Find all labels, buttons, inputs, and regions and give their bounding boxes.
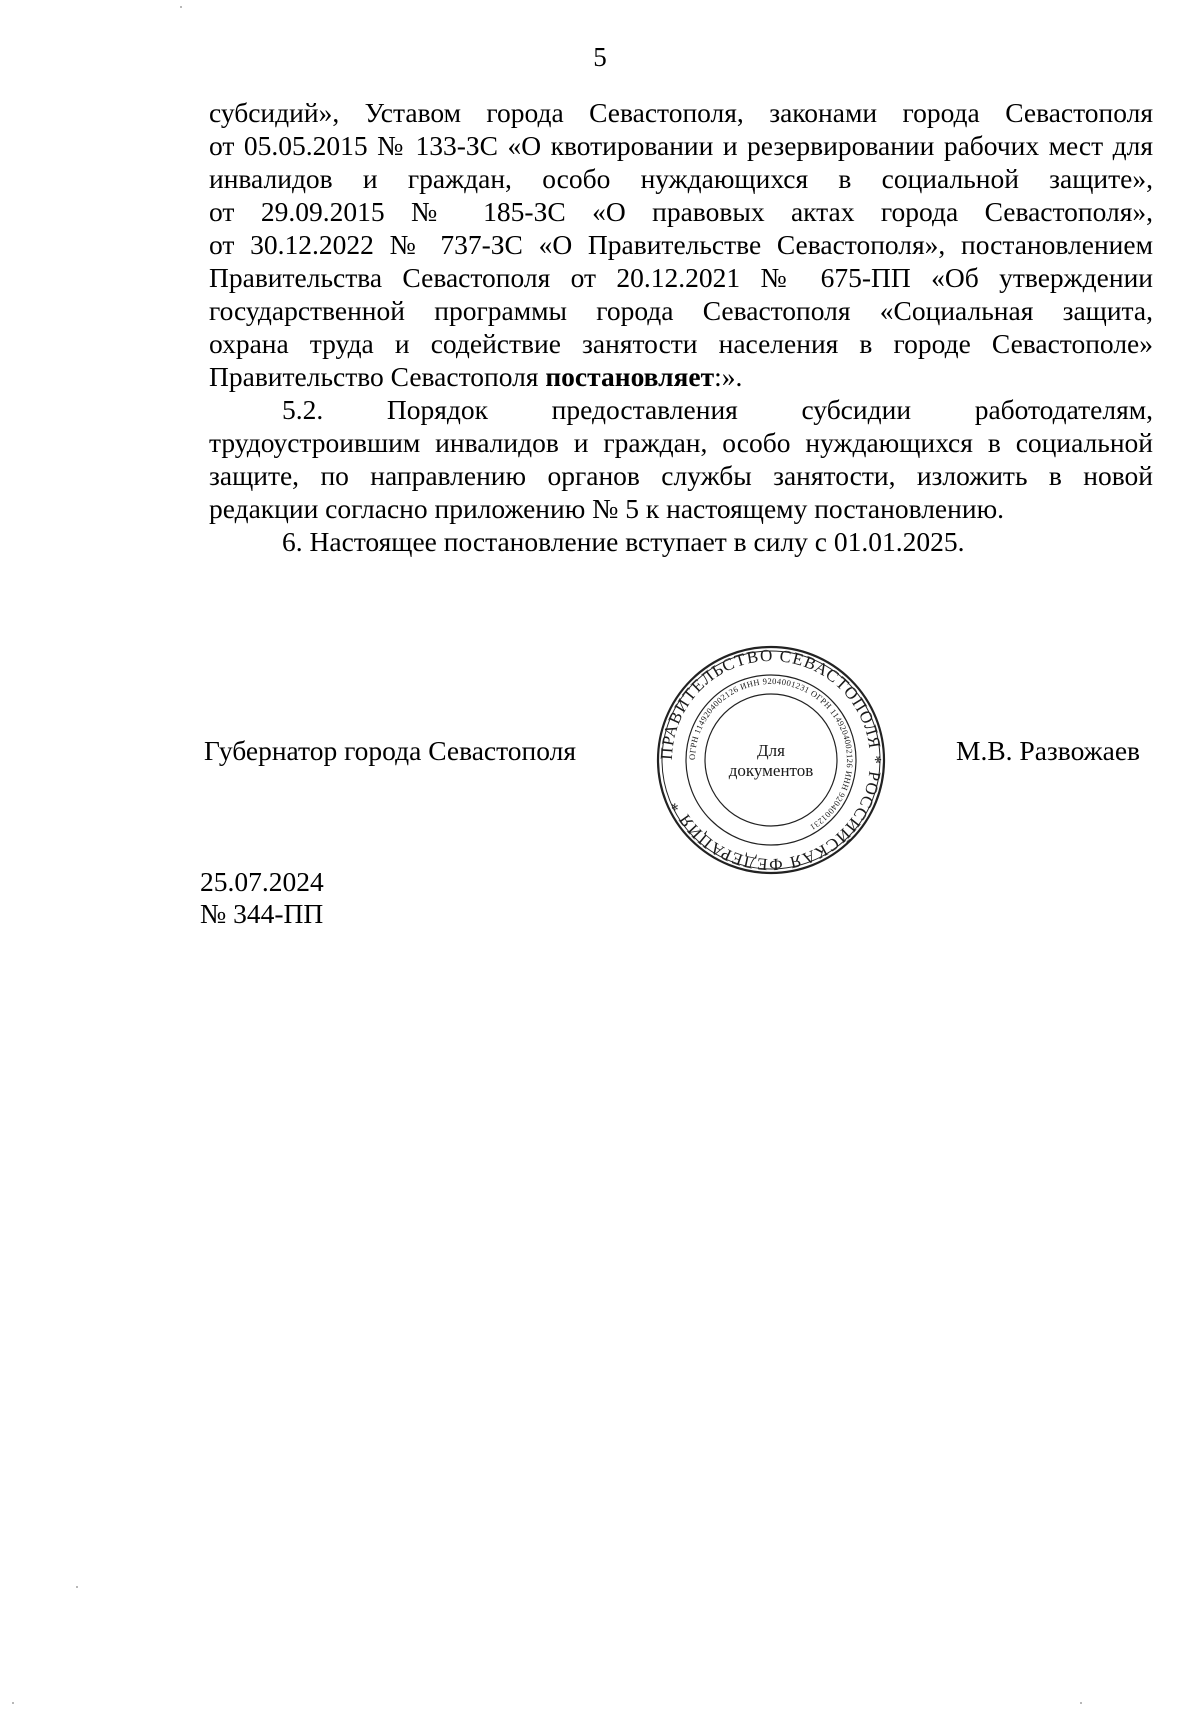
body-line: 5.2. Порядок предоставления субсидии работодателям,: [282, 394, 1153, 425]
document-number: № 344-ПП: [200, 898, 324, 929]
seal-center-line-2: документов: [728, 761, 814, 780]
document-date: 25.07.2024: [200, 866, 324, 897]
body-line: 6. Настоящее постановление вступает в силу с 01.01.2025.: [282, 526, 965, 557]
official-seal: [655, 644, 887, 876]
body-line: инвалидов и граждан, особо нуждающихся в социальной защите»,: [209, 163, 1153, 194]
document-requisites: [200, 866, 324, 930]
body-line: Правительства Севастополя от 20.12.2021 № 675-ПП «Об утверждении: [209, 262, 1153, 293]
body-line: защите, по направлению органов службы занятости, изложить в новой: [209, 460, 1153, 491]
body-line: редакции согласно приложению № 5 к настоящему постановлению.: [209, 493, 1004, 524]
body-line: государственной программы города Севастополя «Социальная защита,: [209, 295, 1153, 326]
body-line: от 30.12.2022 № 737-ЗС «О Правительстве Севастополя», постановлением: [209, 229, 1153, 260]
scan-artifact: [1080, 1702, 1082, 1704]
signatory-name: М.В. Развожаев: [956, 735, 1141, 766]
signatory-title: Губернатор города Севастополя: [204, 735, 576, 766]
page-number: 5: [593, 42, 607, 72]
resolution-keyword: постановляет: [545, 361, 715, 392]
scan-artifact: [12, 1702, 14, 1704]
body-line: субсидий», Уставом города Севастополя, законами города Севастополя: [209, 97, 1153, 128]
body-line-resolution: [209, 360, 1153, 393]
scan-artifact: [76, 1586, 78, 1588]
scan-artifact: [180, 6, 182, 8]
body-line: от 05.05.2015 № 133-ЗС «О квотировании и резервировании рабочих мест для: [209, 130, 1153, 161]
body-line: трудоустроившим инвалидов и граждан, особо нуждающихся в социальной: [209, 427, 1153, 458]
document-body: [209, 96, 1153, 558]
seal-outer-text: ПРАВИТЕЛЬСТВО СЕВАСТОПОЛЯ * РОССИЙСКАЯ ФЕДЕРАЦИЯ *: [656, 645, 886, 875]
resolution-prefix: Правительство Севастополя: [209, 361, 546, 392]
seal-inner-text: ОГРН 1149204002126 ИНН 9204001231 ОГРН 1149204002126 ИНН 9204001231: [686, 675, 856, 833]
body-line: охрана труда и содействие занятости населения в городе Севастополе»: [209, 328, 1153, 359]
resolution-suffix: :».: [714, 361, 743, 392]
seal-center-line-1: Для: [757, 741, 785, 760]
body-line: от 29.09.2015 № 185-ЗС «О правовых актах города Севастополя»,: [209, 196, 1153, 227]
